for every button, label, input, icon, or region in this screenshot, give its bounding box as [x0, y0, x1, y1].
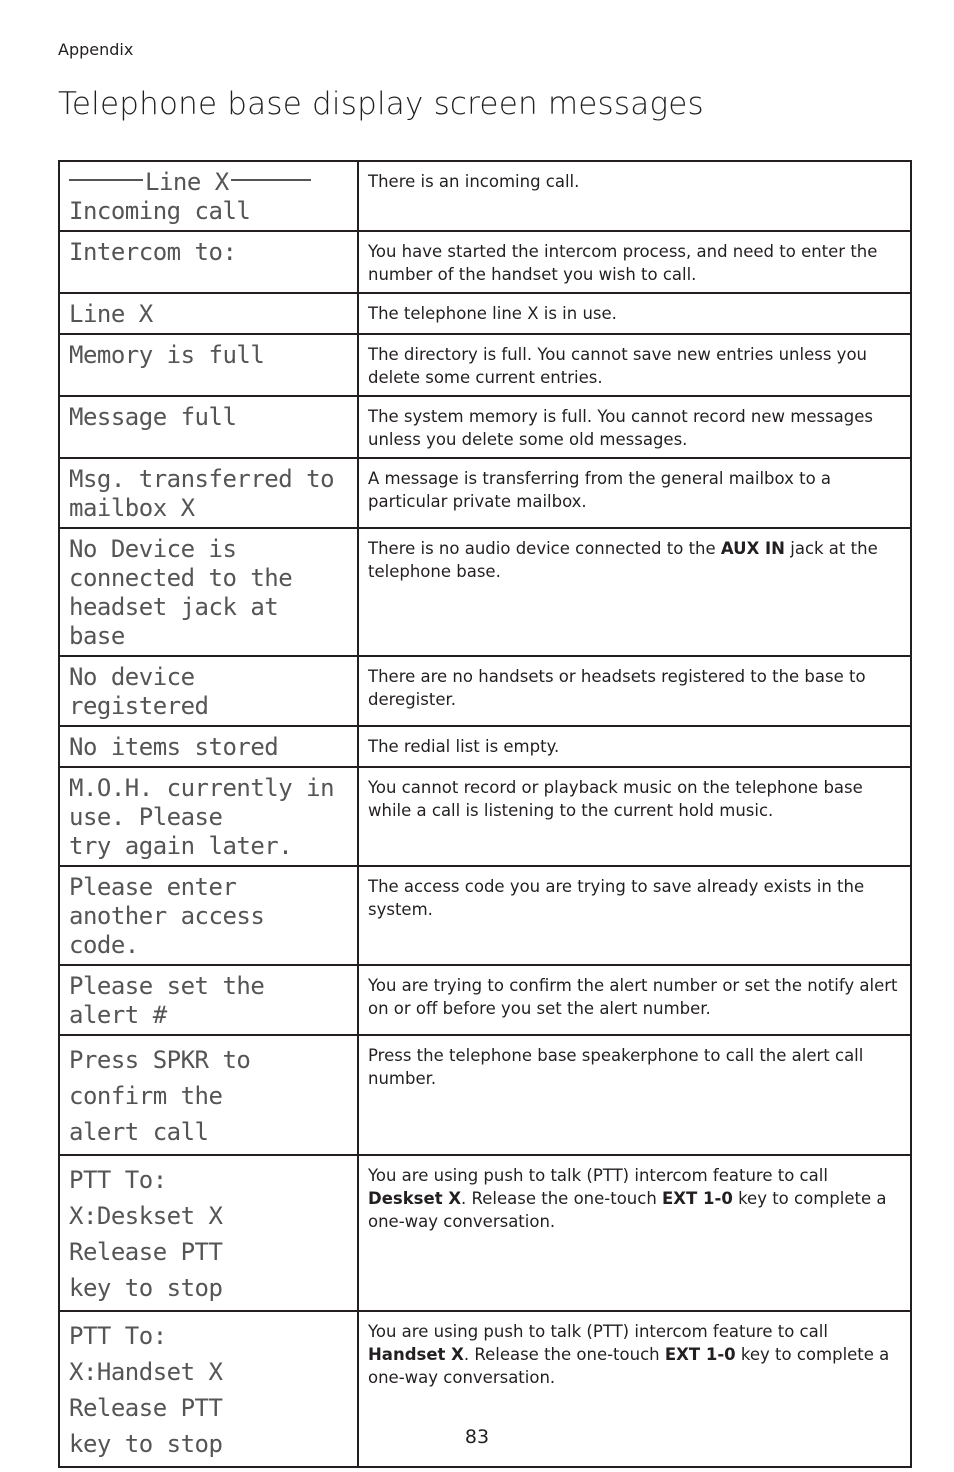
display-message	[59, 396, 358, 458]
message-description: You are using push to talk (PTT) intercom feature to call Handset X. Release the one-touch EXT 1-0 key to complete a one-way conversation.	[358, 1311, 911, 1467]
divider	[69, 179, 143, 181]
display-message-line: registered	[69, 692, 209, 720]
display-messages-table	[58, 160, 912, 1468]
message-description: You are trying to confirm the alert number or set the notify alert on or off before you set the alert number.	[358, 965, 911, 1035]
key-name: Deskset X	[368, 1189, 462, 1208]
table-row	[59, 528, 911, 656]
display-message-line: X:Deskset X	[69, 1202, 223, 1230]
message-description: There is an incoming call.	[358, 161, 911, 231]
key-name: EXT 1-0	[664, 1345, 736, 1364]
message-description: The redial list is empty.	[358, 726, 911, 767]
table-row	[59, 231, 911, 293]
message-description: You are using push to talk (PTT) intercom feature to call Deskset X. Release the one-touch EXT 1-0 key to complete a one-way conversation.	[358, 1155, 911, 1311]
display-message	[59, 1155, 358, 1311]
display-message-line: alert call	[69, 1118, 209, 1146]
page-number: 83	[464, 1426, 490, 1448]
table-row	[59, 161, 911, 231]
display-message	[59, 528, 358, 656]
display-message-line: Please set the	[69, 972, 265, 1000]
display-message	[59, 726, 358, 767]
display-message-line: Msg. transferred to	[69, 465, 335, 493]
message-description: Press the telephone base speakerphone to call the alert call number.	[358, 1035, 911, 1155]
display-message	[59, 231, 358, 293]
display-message-line: X:Handset X	[69, 1358, 223, 1386]
display-message-line: confirm the	[69, 1082, 223, 1110]
display-message-line: Line X	[69, 300, 153, 328]
display-message	[59, 965, 358, 1035]
display-message-line: code.	[69, 931, 139, 959]
display-message	[59, 293, 358, 334]
message-description: The system memory is full. You cannot record new messages unless you delete some old messages.	[358, 396, 911, 458]
display-message-line: connected to the	[69, 564, 293, 592]
display-message-line: headset jack at	[69, 593, 279, 621]
display-message	[59, 334, 358, 396]
display-message-line: No Device is	[69, 535, 237, 563]
table-row	[59, 293, 911, 334]
display-message	[59, 1035, 358, 1155]
table-row	[59, 396, 911, 458]
display-message	[59, 866, 358, 965]
display-message-line: base	[69, 622, 125, 650]
table-row	[59, 726, 911, 767]
display-message-line: Release PTT	[69, 1238, 223, 1266]
display-message-line: Intercom to:	[69, 238, 237, 266]
table-row	[59, 767, 911, 866]
display-message-line: M.O.H. currently in	[69, 774, 335, 802]
key-name: EXT 1-0	[662, 1189, 733, 1208]
display-message	[59, 656, 358, 726]
display-message-line: Press SPKR to	[69, 1046, 251, 1074]
message-description: You cannot record or playback music on the telephone base while a call is listening to the current hold music.	[358, 767, 911, 866]
key-name: AUX IN	[720, 539, 785, 558]
display-message-line: alert #	[69, 1001, 167, 1029]
divider	[231, 179, 311, 181]
table-row	[59, 1155, 911, 1311]
display-message-line: another access	[69, 902, 265, 930]
page-title: Telephone base display screen messages	[58, 86, 704, 122]
table-body	[59, 161, 911, 1467]
display-message	[59, 458, 358, 528]
display-message-line: No device	[69, 663, 195, 691]
display-message-line: No items stored	[69, 733, 279, 761]
message-description: The telephone line X is in use.	[358, 293, 911, 334]
display-message-line: try again later.	[69, 832, 293, 860]
key-name: Handset X	[368, 1345, 464, 1364]
display-message-line: use. Please	[69, 803, 223, 831]
table-row	[59, 1035, 911, 1155]
message-description: The access code you are trying to save already exists in the system.	[358, 866, 911, 965]
display-message-line: Please enter	[69, 873, 237, 901]
message-description: There are no handsets or headsets registered to the base to deregister.	[358, 656, 911, 726]
display-message-text: Line X	[145, 168, 229, 196]
section-label: Appendix	[58, 40, 134, 59]
table-row	[59, 656, 911, 726]
table-row	[59, 334, 911, 396]
display-message-line: Release PTT	[69, 1394, 223, 1422]
table-row	[59, 965, 911, 1035]
display-message-line: mailbox X	[69, 494, 195, 522]
display-message-line	[69, 168, 349, 197]
message-description: The directory is full. You cannot save new entries unless you delete some current entries.	[358, 334, 911, 396]
display-message-line: Memory is full	[69, 341, 265, 369]
message-description: There is no audio device connected to the AUX IN jack at the telephone base.	[358, 528, 911, 656]
display-message-line: Incoming call	[69, 197, 251, 225]
display-message-line: PTT To:	[69, 1166, 167, 1194]
table-row	[59, 866, 911, 965]
display-message-line: key to stop	[69, 1430, 223, 1458]
message-description: You have started the intercom process, and need to enter the number of the handset you wish to call.	[358, 231, 911, 293]
table-row	[59, 458, 911, 528]
display-message	[59, 767, 358, 866]
message-description: A message is transferring from the general mailbox to a particular private mailbox.	[358, 458, 911, 528]
display-message-line: Message full	[69, 403, 237, 431]
display-message-line: key to stop	[69, 1274, 223, 1302]
display-message	[59, 161, 358, 231]
display-message-line: PTT To:	[69, 1322, 167, 1350]
